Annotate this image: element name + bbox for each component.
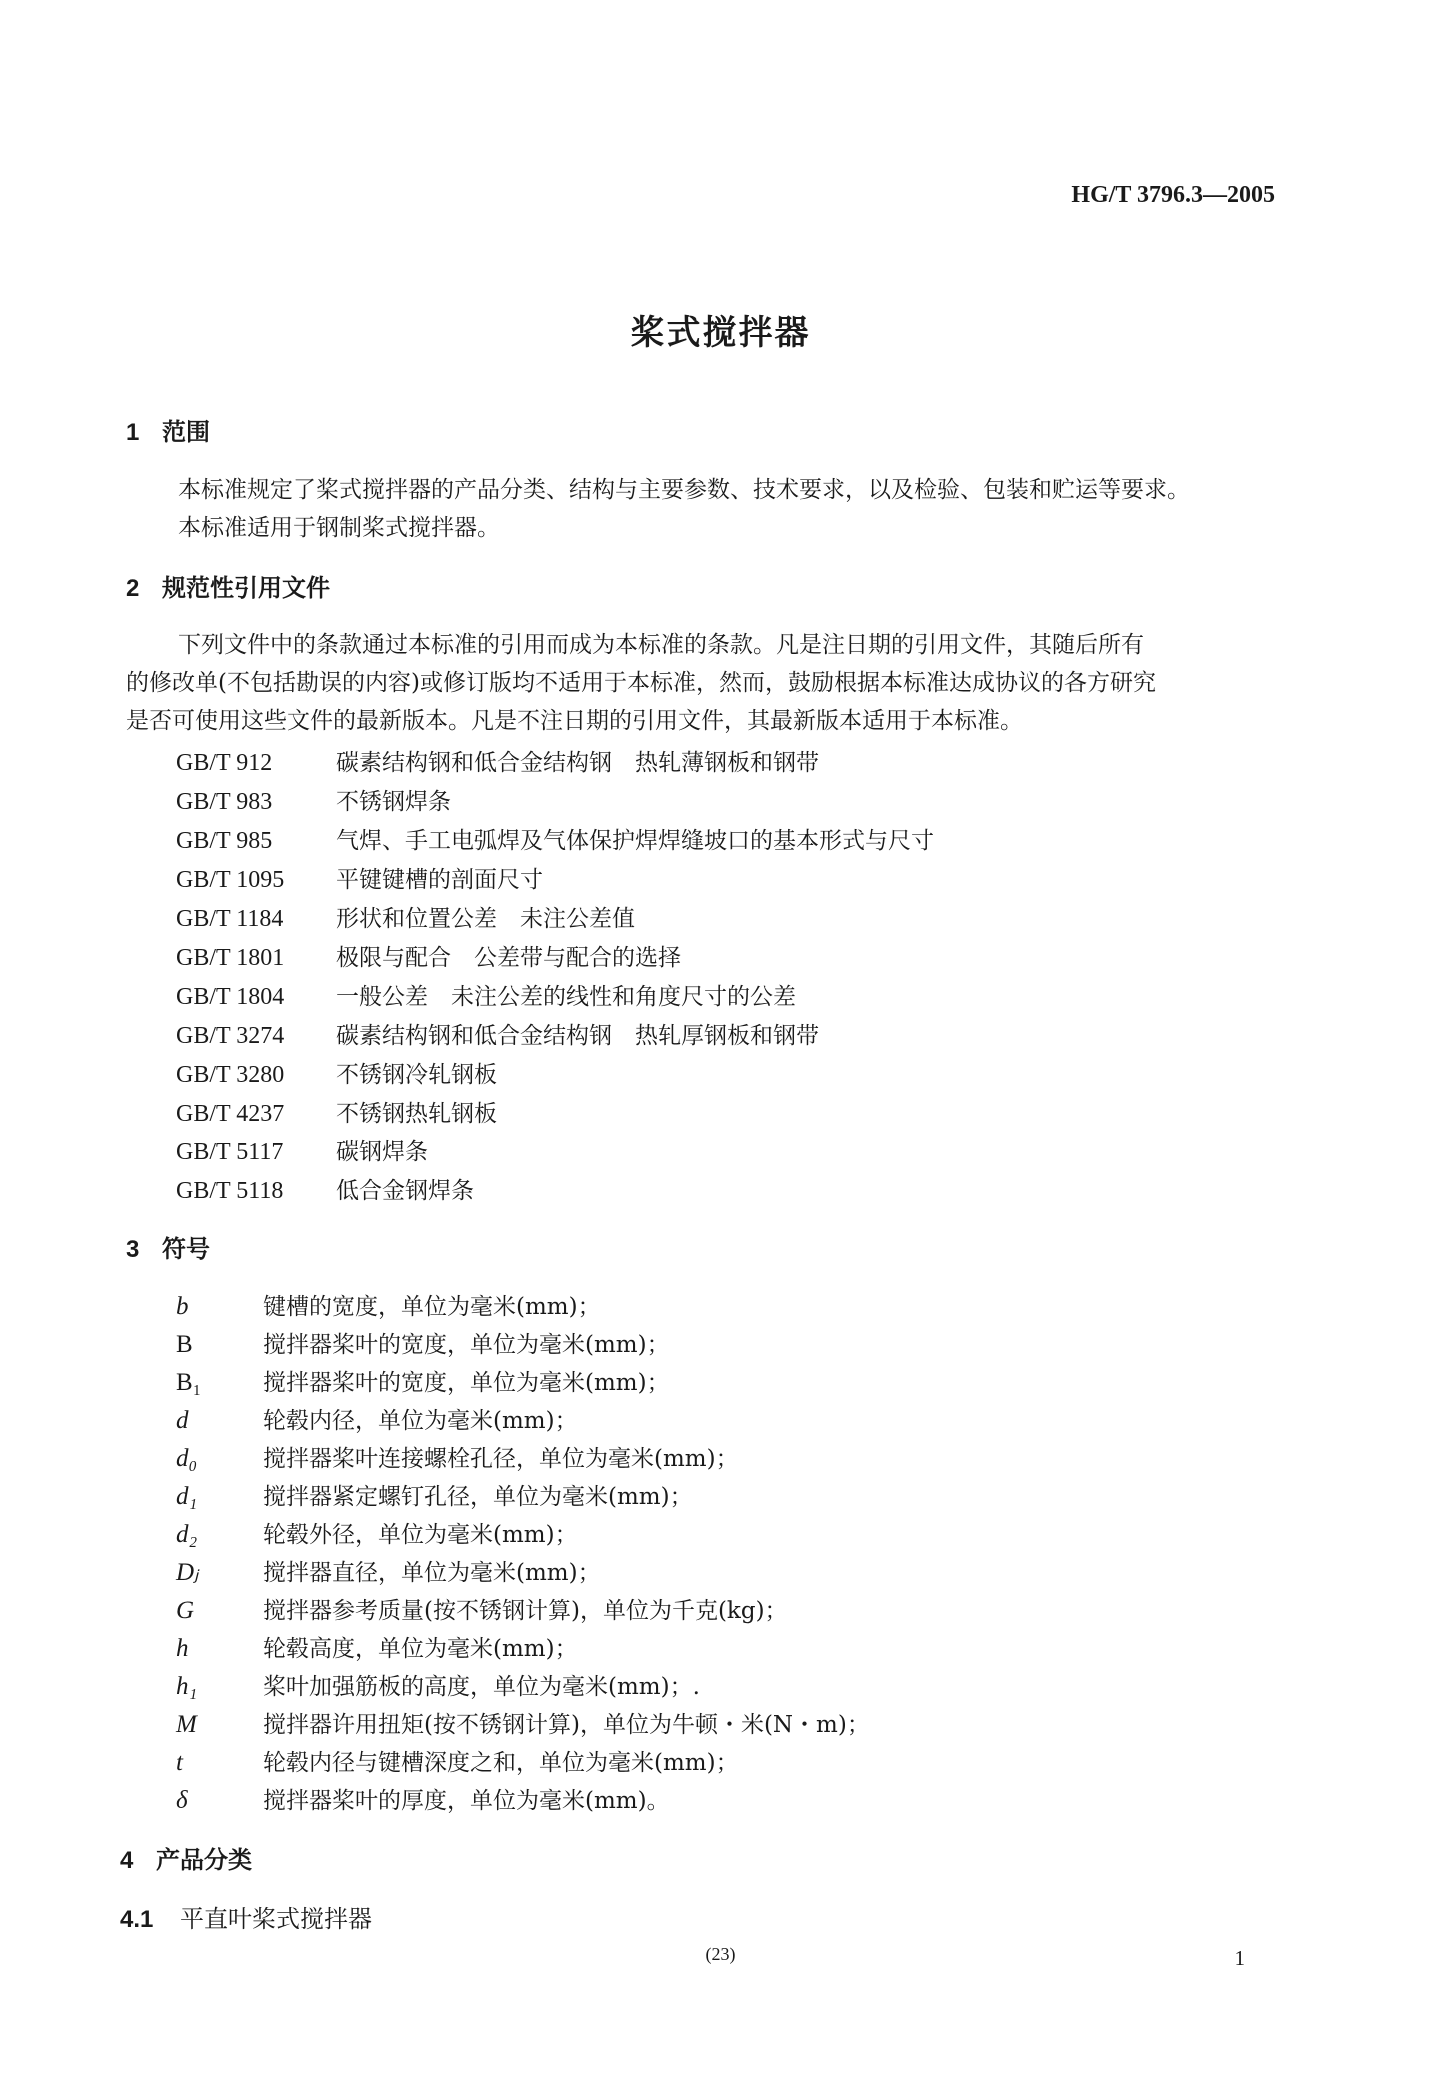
section-title: 符号 <box>162 1235 210 1263</box>
section-4-1-heading <box>120 1899 372 1934</box>
symbol: d₀ <box>176 1445 198 1472</box>
reference-title: 平键键槽的剖面尺寸 <box>336 867 543 893</box>
section-2-heading <box>126 568 330 603</box>
reference-item <box>176 1017 819 1050</box>
symbol-item <box>176 1592 788 1625</box>
paragraph-line: 下列文件中的条款通过本标准的引用而成为本标准的条款。凡是注日期的引用文件，其随后所有 <box>178 632 1144 658</box>
section-3-heading <box>126 1229 210 1264</box>
reference-code: GB/T 985 <box>176 828 273 854</box>
paragraph-line: 是否可使用这些文件的最新版本。凡是不注日期的引用文件，其最新版本适用于本标准。 <box>126 708 1023 734</box>
page-number: 1 <box>1234 1946 1245 1970</box>
reference-item <box>176 978 796 1011</box>
reference-item <box>176 744 819 777</box>
symbol-desc: 轮毂内径，单位为毫米(mm)； <box>263 1408 578 1434</box>
symbol-desc: 搅拌器直径，单位为毫米(mm)； <box>263 1560 601 1586</box>
reference-title: 一般公差 未注公差的线性和角度尺寸的公差 <box>336 984 796 1010</box>
symbol: d <box>176 1407 189 1434</box>
symbol-desc: 搅拌器参考质量(按不锈钢计算)，单位为千克(kg)； <box>263 1598 788 1624</box>
section-number: 3 <box>126 1236 140 1263</box>
reference-title: 不锈钢焊条 <box>336 789 451 815</box>
reference-title: 不锈钢热轧钢板 <box>336 1101 497 1127</box>
reference-code: GB/T 983 <box>176 789 273 815</box>
symbol-desc: 轮毂外径，单位为毫米(mm)； <box>263 1522 578 1548</box>
reference-code: GB/T 4237 <box>176 1101 285 1127</box>
section-title: 范围 <box>162 418 210 446</box>
symbol-item <box>176 1630 578 1663</box>
symbol-item <box>176 1516 578 1549</box>
symbol-item <box>176 1288 601 1321</box>
paragraph: 本标准适用于钢制桨式搅拌器。 <box>178 515 500 541</box>
section-1-heading <box>126 412 210 447</box>
symbol-item <box>176 1706 870 1739</box>
reference-item <box>176 900 635 933</box>
symbol-item <box>176 1326 670 1359</box>
reference-code: GB/T 3274 <box>176 1023 285 1049</box>
reference-title: 极限与配合 公差带与配合的选择 <box>336 945 681 971</box>
symbol-item <box>176 1782 670 1815</box>
symbol-item <box>176 1478 693 1511</box>
reference-item <box>176 783 451 816</box>
paragraph-line: 的修改单(不包括勘误的内容)或修订版均不适用于本标准，然而，鼓励根据本标准达成协议的各方研究 <box>126 670 1156 696</box>
symbol: M <box>176 1711 197 1738</box>
symbol-item <box>176 1554 601 1587</box>
symbol-item <box>176 1744 739 1777</box>
symbol-desc: 搅拌器紧定螺钉孔径，单位为毫米(mm)； <box>263 1484 693 1510</box>
symbol: B₁ <box>176 1369 202 1396</box>
reference-item <box>176 1172 474 1205</box>
symbol-desc: 键槽的宽度，单位为毫米(mm)； <box>263 1294 601 1320</box>
symbol: t <box>176 1749 183 1776</box>
standard-number: HG/T 3796.3—2005 <box>1071 182 1275 208</box>
section-title: 平直叶桨式搅拌器 <box>180 1905 372 1933</box>
symbol-desc: 搅拌器桨叶连接螺栓孔径，单位为毫米(mm)； <box>263 1446 739 1472</box>
paragraph: 本标准规定了桨式搅拌器的产品分类、结构与主要参数、技术要求，以及检验、包装和贮运等要求。 <box>178 477 1190 503</box>
symbol: G <box>176 1597 195 1624</box>
section-title: 规范性引用文件 <box>162 574 330 602</box>
reference-code: GB/T 1801 <box>176 945 285 971</box>
symbol-item <box>176 1364 670 1397</box>
reference-code: GB/T 1804 <box>176 984 285 1010</box>
symbol: d₂ <box>176 1521 198 1548</box>
reference-title: 不锈钢冷轧钢板 <box>336 1062 497 1088</box>
symbol: δ <box>176 1787 188 1814</box>
reference-code: GB/T 5118 <box>176 1178 284 1204</box>
reference-title: 气焊、手工电弧焊及气体保护焊焊缝坡口的基本形式与尺寸 <box>336 828 934 854</box>
reference-item <box>176 822 934 855</box>
symbol: B <box>176 1331 193 1358</box>
symbol: d₁ <box>176 1483 198 1510</box>
reference-title: 碳素结构钢和低合金结构钢 热轧薄钢板和钢带 <box>336 750 819 776</box>
symbol-desc: 轮毂高度，单位为毫米(mm)； <box>263 1636 578 1662</box>
symbol-desc: 搅拌器桨叶的宽度，单位为毫米(mm)； <box>263 1332 670 1358</box>
symbol: h <box>176 1635 189 1662</box>
section-number: 4 <box>120 1847 134 1874</box>
section-number: 1 <box>126 419 140 446</box>
reference-code: GB/T 1184 <box>176 906 284 932</box>
symbol-desc: 搅拌器桨叶的厚度，单位为毫米(mm)。 <box>263 1788 670 1814</box>
reference-item <box>176 939 681 972</box>
reference-title: 碳钢焊条 <box>336 1139 428 1165</box>
symbol: h₁ <box>176 1673 198 1700</box>
reference-title: 碳素结构钢和低合金结构钢 热轧厚钢板和钢带 <box>336 1023 819 1049</box>
symbol: Dⱼ <box>176 1559 199 1586</box>
reference-item <box>176 1056 497 1089</box>
footer-sequence: (23) <box>705 1944 736 1964</box>
reference-code: GB/T 912 <box>176 750 273 776</box>
symbol-item <box>176 1440 739 1473</box>
section-number: 4.1 <box>120 1906 154 1933</box>
page-title: 桨式搅拌器 <box>630 313 811 353</box>
reference-code: GB/T 1095 <box>176 867 285 893</box>
symbol-item <box>176 1402 578 1435</box>
symbol-item <box>176 1668 700 1701</box>
symbol-desc: 搅拌器桨叶的宽度，单位为毫米(mm)； <box>263 1370 670 1396</box>
symbol-desc: 轮毂内径与键槽深度之和，单位为毫米(mm)； <box>263 1750 739 1776</box>
reference-item <box>176 1133 428 1166</box>
reference-code: GB/T 3280 <box>176 1062 285 1088</box>
symbol-desc: 搅拌器许用扭矩(按不锈钢计算)，单位为牛顿・米(N・m)； <box>263 1712 870 1738</box>
reference-title: 低合金钢焊条 <box>336 1178 474 1204</box>
symbol-desc: 桨叶加强筋板的高度，单位为毫米(mm)；. <box>263 1674 700 1700</box>
symbol: b <box>176 1293 189 1320</box>
reference-item <box>176 1095 497 1128</box>
section-title: 产品分类 <box>156 1846 252 1874</box>
reference-code: GB/T 5117 <box>176 1139 284 1165</box>
reference-item <box>176 861 543 894</box>
reference-title: 形状和位置公差 未注公差值 <box>336 906 635 932</box>
section-4-heading <box>120 1840 252 1875</box>
section-number: 2 <box>126 575 140 602</box>
